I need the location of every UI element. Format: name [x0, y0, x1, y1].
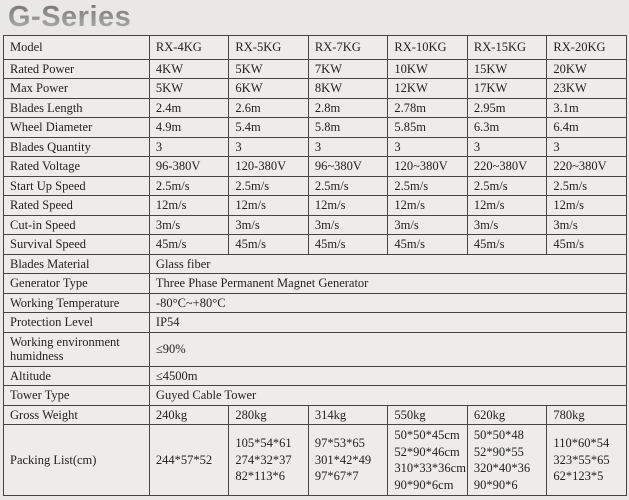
value-cell: 220~380V	[467, 157, 547, 177]
packing-line: 97*53*65	[314, 436, 365, 451]
value-cell: 280kg	[229, 405, 309, 425]
value-cell: 7KW	[308, 59, 388, 79]
value-cell: 550kg	[388, 405, 468, 425]
packing-line: 52*90*55	[473, 444, 524, 459]
value-cell: 3	[149, 137, 229, 157]
packing-line: 320*40*36	[473, 461, 531, 475]
value-cell: 2.4m	[149, 98, 229, 118]
packing-line: 97*67*7	[314, 469, 359, 484]
spec-row	[4, 425, 627, 496]
spec-row	[4, 274, 627, 294]
value-cell: 3m/s	[229, 215, 309, 235]
spec-table	[3, 35, 627, 496]
value-cell: 3m/s	[388, 215, 468, 235]
row-label-cell: Rated Speed	[4, 196, 150, 216]
value-cell: 2.5m/s	[149, 176, 229, 196]
value-cell	[229, 425, 309, 496]
row-label-cell: Generator Type	[4, 274, 150, 294]
value-cell: 120~380V	[388, 157, 468, 177]
spec-row	[4, 313, 627, 333]
row-label-cell: Working Temperature	[4, 293, 150, 313]
value-cell: 5.8m	[308, 118, 388, 138]
row-label-cell: Wheel Diameter	[4, 118, 150, 138]
span-value-cell: -80°C~+80°C	[149, 293, 626, 313]
value-cell: 45m/s	[149, 235, 229, 255]
value-cell: 23KW	[547, 79, 627, 99]
value-cell: 12m/s	[467, 196, 547, 216]
row-label-cell: Working environment humidness	[4, 332, 150, 366]
spec-row	[4, 235, 627, 255]
packing-line: 244*57*52	[155, 452, 213, 467]
value-cell: 3m/s	[149, 215, 229, 235]
value-cell: 2.5m/s	[308, 176, 388, 196]
value-cell: 620kg	[467, 405, 547, 425]
value-cell: 2.5m/s	[388, 176, 468, 196]
span-value-cell: ≤90%	[149, 332, 626, 366]
value-cell: 4KW	[149, 59, 229, 79]
packing-line: 82*113*6	[235, 469, 285, 484]
row-label-cell: Survival Speed	[4, 235, 150, 255]
packing-line: 50*50*48	[473, 428, 524, 442]
packing-line: 105*54*61	[235, 436, 292, 451]
spec-row	[4, 386, 627, 406]
packing-line: 62*123*5	[553, 469, 604, 484]
value-cell	[467, 425, 547, 496]
spec-row	[4, 98, 627, 118]
value-cell: 5.4m	[229, 118, 309, 138]
value-cell: 96~380V	[308, 157, 388, 177]
value-cell: RX-7KG	[308, 36, 388, 60]
value-cell: 2.5m/s	[229, 176, 309, 196]
page-title: G-Series	[0, 0, 629, 35]
spec-row	[4, 137, 627, 157]
row-label-cell: Blades Quantity	[4, 137, 150, 157]
packing-line: 323*55*65	[553, 452, 610, 467]
value-cell: 15KW	[467, 59, 547, 79]
spec-row	[4, 176, 627, 196]
packing-line: 274*32*37	[235, 452, 292, 467]
value-cell	[149, 425, 229, 496]
spec-row	[4, 405, 627, 425]
packing-line: 110*60*54	[553, 436, 610, 451]
value-cell: 20KW	[547, 59, 627, 79]
packing-line: 52*90*46cm	[394, 444, 460, 459]
value-cell: 3	[388, 137, 468, 157]
span-value-cell: IP54	[149, 313, 626, 333]
value-cell: 314kg	[308, 405, 388, 425]
row-label-cell: Blades Length	[4, 98, 150, 118]
value-cell: 2.5m/s	[547, 176, 627, 196]
value-cell: RX-15KG	[467, 36, 547, 60]
spec-row	[4, 196, 627, 216]
row-label-cell: Rated Voltage	[4, 157, 150, 177]
row-label-cell: Model	[4, 36, 150, 60]
value-cell: 240kg	[149, 405, 229, 425]
value-cell: 3	[547, 137, 627, 157]
value-cell: 3.1m	[547, 98, 627, 118]
value-cell	[547, 425, 627, 496]
span-value-cell: Three Phase Permanent Magnet Generator	[149, 274, 626, 294]
value-cell: 780kg	[547, 405, 627, 425]
packing-line: 301*42*49	[314, 452, 372, 467]
spec-row	[4, 293, 627, 313]
spec-row	[4, 215, 627, 235]
value-cell: 8KW	[308, 79, 388, 99]
row-label-cell: Rated Power	[4, 59, 150, 79]
spec-row	[4, 254, 627, 274]
value-cell: 45m/s	[388, 235, 468, 255]
value-cell: 12m/s	[308, 196, 388, 216]
value-cell: 3	[229, 137, 309, 157]
packing-line: 310*33*36cm	[394, 461, 466, 475]
value-cell: 45m/s	[467, 235, 547, 255]
value-cell: 12m/s	[388, 196, 468, 216]
value-cell: 12KW	[388, 79, 468, 99]
value-cell: 3	[467, 137, 547, 157]
value-cell: 12m/s	[149, 196, 229, 216]
value-cell: 3m/s	[467, 215, 547, 235]
row-label-cell: Altitude	[4, 366, 150, 386]
spec-row	[4, 332, 627, 366]
value-cell: 17KW	[467, 79, 547, 99]
value-cell: 3	[308, 137, 388, 157]
row-label-cell: Cut-in Speed	[4, 215, 150, 235]
value-cell: 5KW	[229, 59, 309, 79]
value-cell: 120-380V	[229, 157, 309, 177]
value-cell: RX-4KG	[149, 36, 229, 60]
spec-table-body	[4, 36, 627, 496]
value-cell: 12m/s	[229, 196, 309, 216]
value-cell: 220~380V	[547, 157, 627, 177]
packing-line: 90*90*6cm	[394, 477, 454, 492]
value-cell: RX-10KG	[388, 36, 468, 60]
value-cell	[308, 425, 388, 496]
row-label-cell: Packing List(cm)	[4, 425, 150, 496]
value-cell: 45m/s	[229, 235, 309, 255]
value-cell: 2.8m	[308, 98, 388, 118]
value-cell: 6KW	[229, 79, 309, 99]
value-cell: RX-5KG	[229, 36, 309, 60]
span-value-cell: Glass fiber	[149, 254, 626, 274]
value-cell: 3m/s	[547, 215, 627, 235]
spec-row	[4, 118, 627, 138]
value-cell: 5KW	[149, 79, 229, 99]
span-value-cell: Guyed Cable Tower	[149, 386, 626, 406]
row-label-cell: Tower Type	[4, 386, 150, 406]
value-cell: RX-20KG	[547, 36, 627, 60]
packing-line: 50*50*45cm	[394, 428, 460, 442]
value-cell: 6.4m	[547, 118, 627, 138]
spec-row	[4, 79, 627, 99]
span-value-cell: ≤4500m	[149, 366, 626, 386]
value-cell: 45m/s	[308, 235, 388, 255]
row-label-cell: Protection Level	[4, 313, 150, 333]
row-label-cell: Blades Material	[4, 254, 150, 274]
value-cell: 45m/s	[547, 235, 627, 255]
value-cell: 12m/s	[547, 196, 627, 216]
value-cell: 2.6m	[229, 98, 309, 118]
packing-line: 90*90*6	[473, 477, 518, 492]
row-label-cell: Gross Weight	[4, 405, 150, 425]
value-cell: 2.5m/s	[467, 176, 547, 196]
spec-row	[4, 157, 627, 177]
value-cell: 96-380V	[149, 157, 229, 177]
value-cell: 5.85m	[388, 118, 468, 138]
value-cell: 3m/s	[308, 215, 388, 235]
value-cell	[388, 425, 468, 496]
value-cell: 2.95m	[467, 98, 547, 118]
value-cell: 2.78m	[388, 98, 468, 118]
row-label-cell: Max Power	[4, 79, 150, 99]
spec-row	[4, 366, 627, 386]
spec-row	[4, 59, 627, 79]
value-cell: 10KW	[388, 59, 468, 79]
value-cell: 4.9m	[149, 118, 229, 138]
row-label-cell: Start Up Speed	[4, 176, 150, 196]
value-cell: 6.3m	[467, 118, 547, 138]
header-row	[4, 36, 627, 60]
